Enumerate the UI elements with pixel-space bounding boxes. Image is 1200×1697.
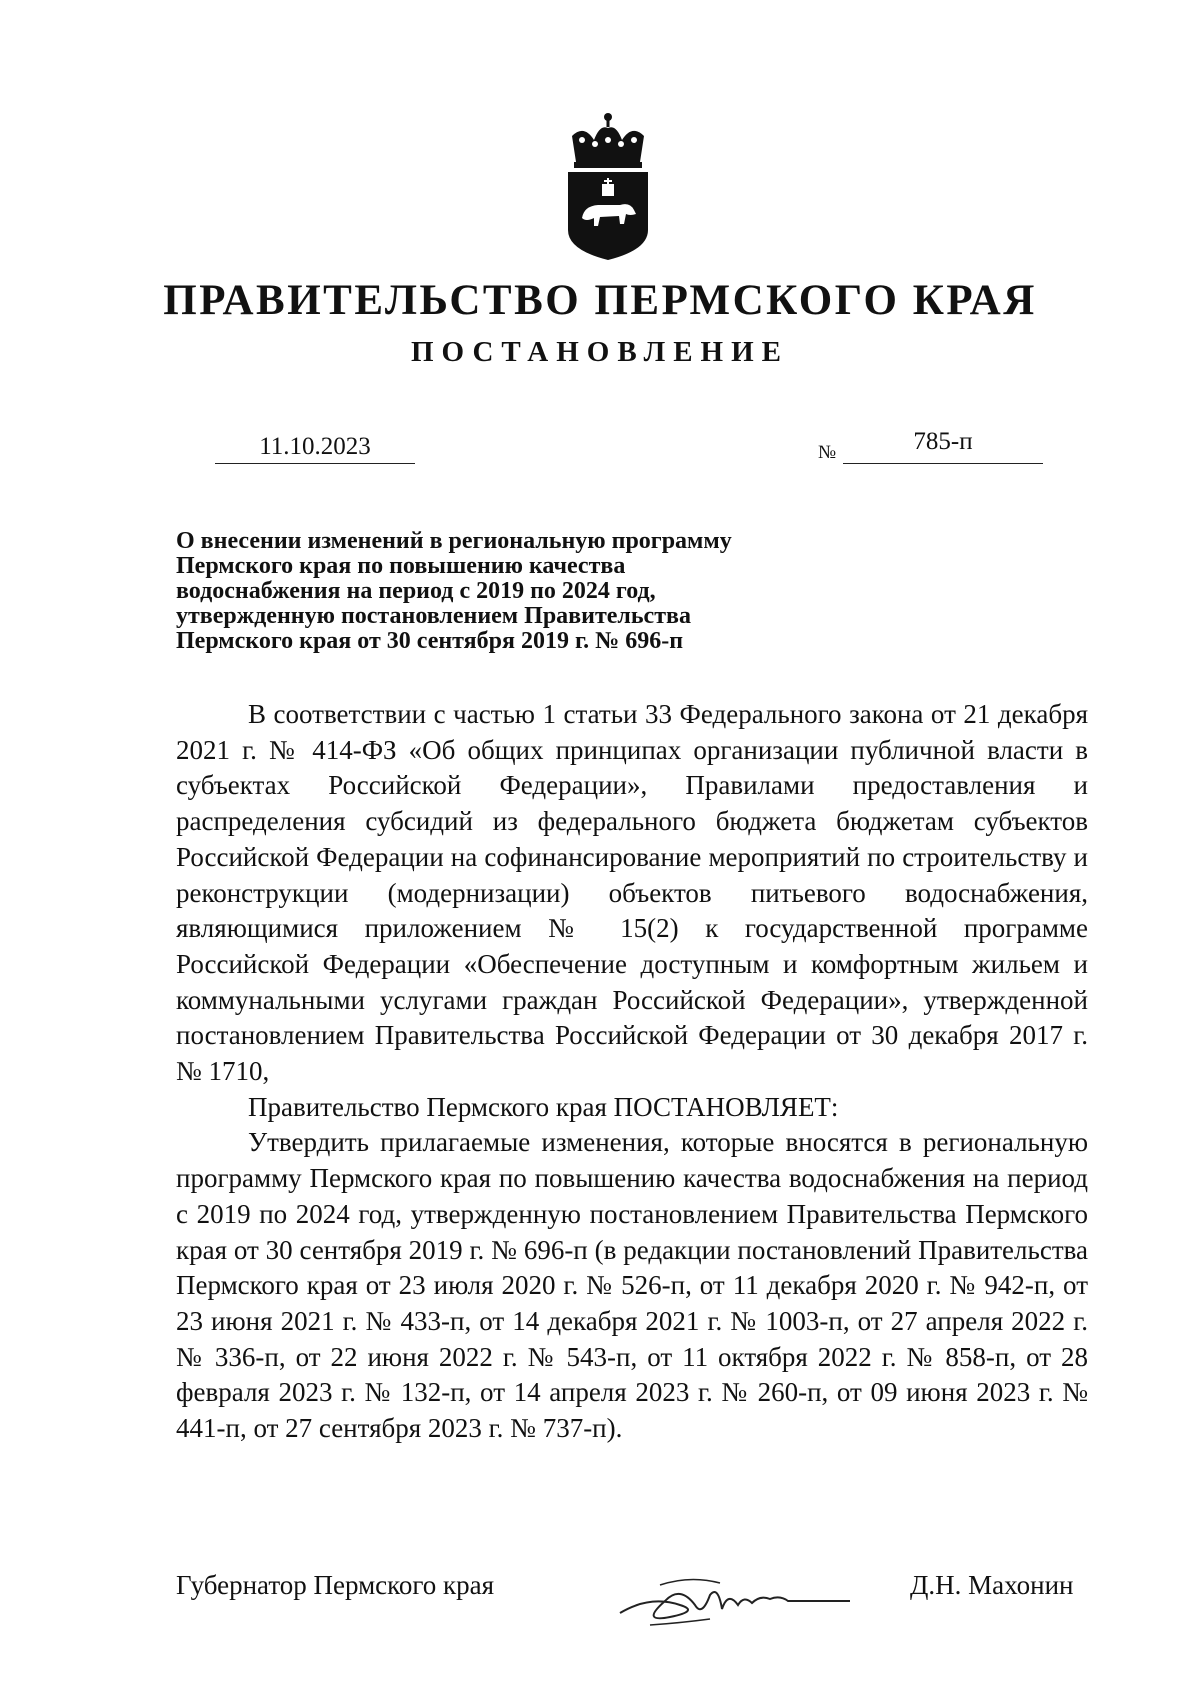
signatory-role: Губернатор Пермского края bbox=[176, 1570, 495, 1600]
document-body bbox=[176, 697, 1088, 1447]
subject-line: Пермского края от 30 сентября 2019 г. № 696-п bbox=[176, 628, 684, 654]
signature-icon bbox=[610, 1565, 860, 1635]
document-type-title: ПОСТАНОВЛЕНИЕ bbox=[410, 336, 789, 368]
signatory-name: Д.Н. Махонин bbox=[910, 1570, 1074, 1600]
subject-line: водоснабжения на период с 2019 по 2024 год, bbox=[176, 578, 656, 604]
coat-of-arms-icon bbox=[564, 110, 652, 260]
subject-line: О внесении изменений в региональную программу bbox=[176, 528, 732, 554]
document-number: 785-п bbox=[843, 425, 1043, 464]
subject-line: Пермского края по повышению качества bbox=[176, 553, 626, 579]
body-paragraph: Утвердить прилагаемые изменения, которые вносятся в региональную программу Пермского края по повышению качества водоснабжения на период с 2019 по 2024 год, утвержденную постановлением Правительства Пермского края от 30 сентября 2019 г. № 696-п (в редакции постановлений Правительства Пермского края от 23 июля 2020 г. № 526-п, от 11 декабря 2020 г. № 942-п, от 23 июня 2021 г. № 433-п, от 14 декабря 2021 г. № 1003-п, от 27 апреля 2022 г. № 336-п, от 22 июня 2022 г. № 543-п, от 11 октября 2022 г. № 858-п, от 28 февраля 2023 г. № 132-п, от 14 апреля 2023 г. № 260-п, от 09 июня 2023 г. № 441-п, от 27 сентября 2023 г. № 737-п). bbox=[176, 1127, 1088, 1444]
subject-line: утвержденную постановлением Правительства bbox=[176, 603, 691, 629]
document-date: 11.10.2023 bbox=[215, 430, 415, 464]
number-sign: № bbox=[818, 442, 837, 463]
document-subject bbox=[176, 529, 856, 654]
body-paragraph: В соответствии с частью 1 статьи 33 Федерального закона от 21 декабря 2021 г. № 414-ФЗ «Об общих принципах организации публичной власти в субъектах Российской Федерации», Правилами предоставления и распределения субсидий из федерального бюджета бюджетам субъектов Российской Федерации на софинансирование мероприятий по строительству и реконструкции (модернизации) объектов питьевого водоснабжения, являющимися приложением № 15(2) к государственной программе Российской Федерации «Обеспечение доступным и комфортным жильем и коммунальными услугами граждан Российской Федерации», утвержденной постановлением Правительства Российской Федерации от 30 декабря 2017 г. № 1710, bbox=[176, 699, 1088, 1087]
body-paragraph: Правительство Пермского края ПОСТАНОВЛЯЕТ: bbox=[248, 1091, 839, 1122]
organization-title: ПРАВИТЕЛЬСТВО ПЕРМСКОГО КРАЯ bbox=[163, 277, 1037, 324]
